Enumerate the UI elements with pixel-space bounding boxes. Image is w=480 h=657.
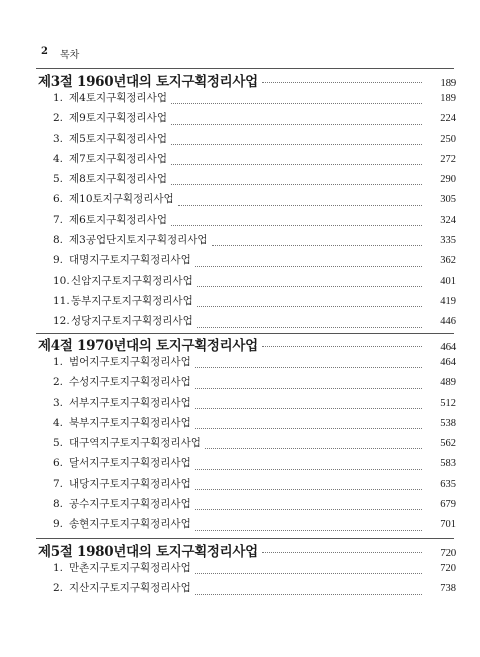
entry-title: 제5토지구획정리사업: [69, 132, 167, 145]
entry-title: 수성지구토지구획정리사업: [69, 376, 191, 389]
entry-page: 562: [440, 438, 456, 450]
entry-page: 362: [440, 255, 456, 267]
entry-title: 서부지구토지구획정리사업: [69, 396, 191, 409]
section-heading[interactable]: [38, 334, 456, 354]
entry-number: 4.: [53, 416, 64, 429]
entry-number: 9.: [53, 518, 64, 531]
toc-entry[interactable]: [38, 354, 456, 374]
entry-title: 대명지구토지구획정리사업: [69, 254, 191, 267]
dot-leader: [195, 573, 422, 574]
entry-number: 7.: [53, 477, 64, 490]
entry-number: 11.: [53, 294, 70, 307]
section-page: 189: [440, 77, 456, 89]
dot-leader: [195, 594, 422, 595]
toc-entry[interactable]: [38, 252, 456, 272]
entry-number: 2.: [53, 582, 64, 595]
dot-leader: [171, 225, 422, 226]
section-title: 제4절 1970년대의 토지구획정리사업: [38, 338, 258, 354]
entry-page: 335: [440, 235, 456, 247]
entry-number: 6.: [53, 457, 64, 470]
toc-entry[interactable]: [38, 90, 456, 110]
entry-number: 2.: [53, 112, 64, 125]
toc-entry[interactable]: [38, 435, 456, 455]
entry-number: 8.: [53, 498, 64, 511]
entry-number: 8.: [53, 234, 64, 247]
entry-page: 290: [440, 174, 456, 186]
toc-entry[interactable]: [38, 560, 456, 580]
section-heading[interactable]: [38, 70, 456, 90]
entry-page: 324: [440, 214, 456, 226]
dot-leader: [195, 428, 422, 429]
dot-leader: [197, 327, 422, 328]
entry-page: 583: [440, 458, 456, 470]
toc-entry[interactable]: [38, 131, 456, 151]
entry-number: 4.: [53, 152, 64, 165]
entry-page: 272: [440, 153, 456, 165]
section-page: 720: [440, 547, 456, 559]
entry-page: 720: [440, 563, 456, 574]
entry-title: 성당지구토지구획정리사업: [71, 315, 193, 328]
dot-leader: [195, 388, 422, 389]
entry-number: 3.: [53, 396, 64, 409]
entry-page: 419: [440, 295, 456, 307]
toc-section: [38, 540, 456, 601]
toc-entry[interactable]: [38, 516, 456, 536]
entry-title: 대구역지구토지구획정리사업: [69, 437, 201, 450]
toc-entry[interactable]: [38, 110, 456, 130]
toc-entry[interactable]: [38, 496, 456, 516]
toc-entry[interactable]: [38, 273, 456, 293]
toc-entry[interactable]: [38, 293, 456, 313]
page-number: 2: [41, 46, 48, 57]
entry-page: 679: [440, 499, 456, 511]
toc-entry[interactable]: [38, 455, 456, 475]
entry-title: 공수지구토지구획정리사업: [69, 498, 191, 511]
entry-number: 10.: [53, 274, 70, 287]
dot-leader: [171, 124, 422, 125]
toc-entry[interactable]: [38, 476, 456, 496]
entry-page: 401: [440, 275, 456, 287]
entry-title: 제7토지구획정리사업: [69, 152, 167, 165]
entry-number: 1.: [53, 92, 64, 104]
entry-number: 2.: [53, 376, 64, 389]
entry-page: 446: [440, 316, 456, 328]
entry-title: 달서지구토지구획정리사업: [69, 457, 191, 470]
page-header: [41, 46, 79, 61]
entry-page: 305: [440, 194, 456, 206]
entry-title: 지산지구토지구획정리사업: [69, 582, 191, 595]
dot-leader: [197, 306, 422, 307]
entry-page: 512: [440, 397, 456, 409]
toc-entry[interactable]: [38, 395, 456, 415]
entry-number: 3.: [53, 132, 64, 145]
dot-leader: [197, 286, 422, 287]
entry-title: 제9토지구획정리사업: [69, 112, 167, 125]
dot-leader: [262, 552, 422, 553]
toc-entry[interactable]: [38, 374, 456, 394]
dot-leader: [195, 489, 422, 490]
entry-title: 동부지구토지구획정리사업: [71, 294, 193, 307]
dot-leader: [171, 103, 422, 104]
entry-number: 1.: [53, 356, 64, 368]
entry-page: 701: [440, 519, 456, 531]
dot-leader: [195, 408, 422, 409]
entry-page: 635: [440, 478, 456, 490]
entry-title: 제4토지구획정리사업: [69, 92, 167, 104]
dot-leader: [262, 346, 422, 347]
dot-leader: [195, 266, 422, 267]
entry-number: 6.: [53, 193, 64, 206]
entry-page: 489: [440, 377, 456, 389]
entry-number: 5.: [53, 173, 64, 186]
entry-title: 만촌지구토지구획정리사업: [69, 562, 191, 574]
entry-number: 12.: [53, 315, 70, 328]
dot-leader: [171, 184, 422, 185]
section-title: 제5절 1980년대의 토지구획정리사업: [38, 544, 258, 560]
divider: [36, 538, 454, 539]
entry-number: 5.: [53, 437, 64, 450]
dot-leader: [195, 367, 422, 368]
dot-leader: [195, 509, 422, 510]
entry-page: 464: [440, 357, 456, 368]
toc-entry[interactable]: [38, 171, 456, 191]
entry-title: 북부지구토지구획정리사업: [69, 416, 191, 429]
dot-leader: [195, 469, 422, 470]
dot-leader: [262, 82, 422, 83]
toc-entry[interactable]: [38, 313, 456, 333]
dot-leader: [171, 164, 422, 165]
toc-section: [38, 334, 456, 537]
toc-entry[interactable]: [38, 580, 456, 600]
entry-title: 범어지구토지구획정리사업: [69, 356, 191, 368]
entry-page: 189: [440, 93, 456, 104]
toc-section: [38, 70, 456, 334]
entry-title: 제6토지구획정리사업: [69, 213, 167, 226]
entry-page: 224: [440, 113, 456, 125]
entry-page: 250: [440, 133, 456, 145]
toc-entry[interactable]: [38, 212, 456, 232]
toc-entry[interactable]: [38, 415, 456, 435]
dot-leader: [178, 205, 422, 206]
toc-entry[interactable]: [38, 191, 456, 211]
dot-leader: [171, 144, 422, 145]
toc-entry[interactable]: [38, 232, 456, 252]
entry-number: 7.: [53, 213, 64, 226]
entry-title: 제3공업단지토지구획정리사업: [69, 234, 208, 247]
section-page: 464: [440, 341, 456, 353]
entry-title: 송현지구토지구획정리사업: [69, 518, 191, 531]
entry-title: 제10토지구획정리사업: [69, 193, 174, 206]
divider: [36, 68, 454, 69]
dot-leader: [195, 530, 422, 531]
header-title: 목차: [59, 50, 80, 61]
entry-title: 제8토지구획정리사업: [69, 173, 167, 186]
dot-leader: [212, 245, 422, 246]
section-title: 제3절 1960년대의 토지구획정리사업: [38, 74, 258, 90]
section-heading[interactable]: [38, 540, 456, 560]
entry-page: 538: [440, 417, 456, 429]
entry-title: 신암지구토지구획정리사업: [71, 274, 193, 287]
entry-title: 내당지구토지구획정리사업: [69, 477, 191, 490]
toc-entry[interactable]: [38, 151, 456, 171]
dot-leader: [205, 448, 422, 449]
entry-page: 738: [440, 583, 456, 595]
entry-number: 9.: [53, 254, 64, 267]
entry-number: 1.: [53, 562, 64, 574]
